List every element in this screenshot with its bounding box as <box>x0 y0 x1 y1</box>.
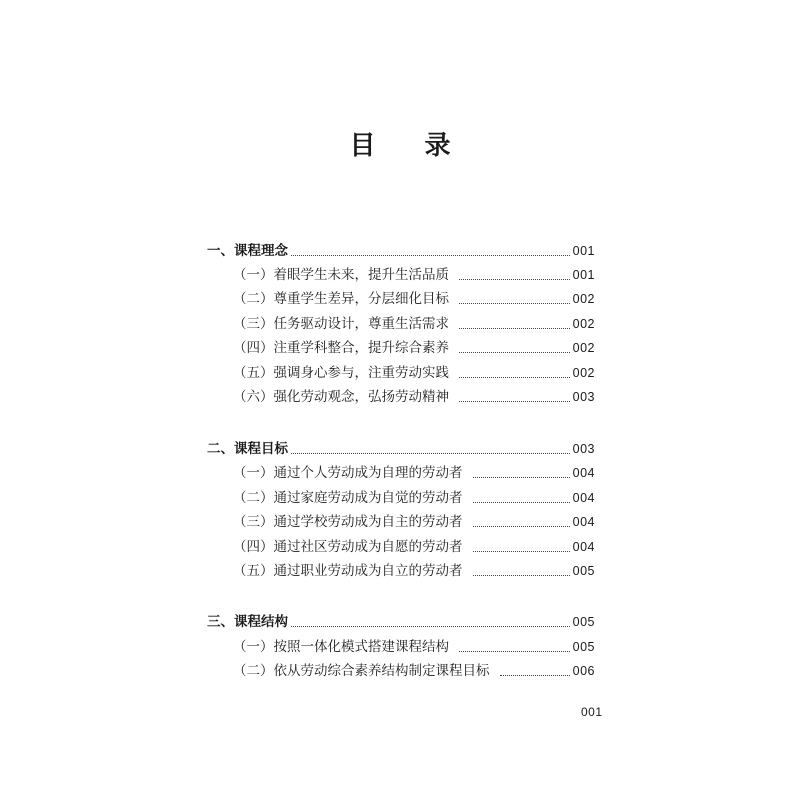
toc-section-label: 一、课程理念 <box>207 243 288 259</box>
toc-page-number: 002 <box>572 292 595 306</box>
toc-item-1-4[interactable] <box>233 336 595 360</box>
toc-page-number: 001 <box>572 268 595 282</box>
toc-section-label: 三、课程结构 <box>207 614 288 630</box>
toc-item-label: （一）按照一体化模式搭建课程结构 <box>233 639 449 655</box>
toc-item-label: （一）着眼学生未来，提升生活品质 <box>233 267 449 283</box>
toc-item-3-2[interactable] <box>233 659 595 683</box>
toc-item-2-5[interactable] <box>233 559 595 583</box>
toc-item-label: （六）强化劳动观念，弘扬劳动精神 <box>233 389 449 405</box>
toc-page-number: 004 <box>572 515 595 529</box>
dot-leader <box>291 452 570 454</box>
dot-leader <box>473 501 570 503</box>
toc-section-3[interactable] <box>207 610 595 634</box>
toc-page-number: 004 <box>572 466 595 480</box>
toc-page-number: 005 <box>572 564 595 578</box>
toc-item-label: （一）通过个人劳动成为自理的劳动者 <box>233 465 463 481</box>
toc-section-label: 二、课程目标 <box>207 441 288 457</box>
toc-item-label: （四）通过社区劳动成为自愿的劳动者 <box>233 539 463 555</box>
dot-leader <box>459 302 570 304</box>
toc-item-2-1[interactable] <box>233 461 595 485</box>
toc-item-2-2[interactable] <box>233 486 595 510</box>
toc-item-label: （三）任务驱动设计，尊重生活需求 <box>233 316 449 332</box>
dot-leader <box>291 625 570 627</box>
dot-leader <box>473 476 570 478</box>
toc-item-1-2[interactable] <box>233 287 595 311</box>
toc-item-label: （四）注重学科整合，提升综合素养 <box>233 340 449 356</box>
dot-leader <box>473 550 570 552</box>
toc-page-number: 002 <box>572 366 595 380</box>
toc-item-1-5[interactable] <box>233 361 595 385</box>
dot-leader <box>459 400 570 402</box>
toc-item-label: （五）强调身心参与，注重劳动实践 <box>233 365 449 381</box>
page-number: 001 <box>581 705 603 719</box>
toc-page-number: 001 <box>572 244 595 258</box>
toc-item-1-3[interactable] <box>233 312 595 336</box>
toc-section-1[interactable] <box>207 239 595 263</box>
page-title: 目 录 <box>349 131 471 161</box>
dot-leader <box>459 376 570 378</box>
toc-section-2[interactable] <box>207 437 595 461</box>
toc-item-2-4[interactable] <box>233 535 595 559</box>
toc-item-1-1[interactable] <box>233 263 595 287</box>
toc-page-number: 003 <box>572 442 595 456</box>
toc-page-number: 005 <box>572 615 595 629</box>
toc-page-number: 004 <box>572 540 595 554</box>
toc-item-2-3[interactable] <box>233 510 595 534</box>
toc-item-label: （三）通过学校劳动成为自主的劳动者 <box>233 514 463 530</box>
toc-item-label: （二）依从劳动综合素养结构制定课程目标 <box>233 663 490 679</box>
toc-page-number: 005 <box>572 640 595 654</box>
toc-page-number: 003 <box>572 390 595 404</box>
toc-page-number: 002 <box>572 317 595 331</box>
toc-item-1-6[interactable] <box>233 385 595 409</box>
toc-page-number: 002 <box>572 341 595 355</box>
dot-leader <box>500 674 570 676</box>
toc-item-label: （五）通过职业劳动成为自立的劳动者 <box>233 563 463 579</box>
toc-page-number: 006 <box>572 664 595 678</box>
toc-item-label: （二）尊重学生差异，分层细化目标 <box>233 291 449 307</box>
toc-page-number: 004 <box>572 491 595 505</box>
dot-leader <box>459 351 570 353</box>
toc-item-label: （二）通过家庭劳动成为自觉的劳动者 <box>233 490 463 506</box>
dot-leader <box>473 574 570 576</box>
toc-item-3-1[interactable] <box>233 635 595 659</box>
dot-leader <box>473 525 570 527</box>
dot-leader <box>291 254 570 256</box>
dot-leader <box>459 278 570 280</box>
dot-leader <box>459 327 570 329</box>
dot-leader <box>459 650 570 652</box>
